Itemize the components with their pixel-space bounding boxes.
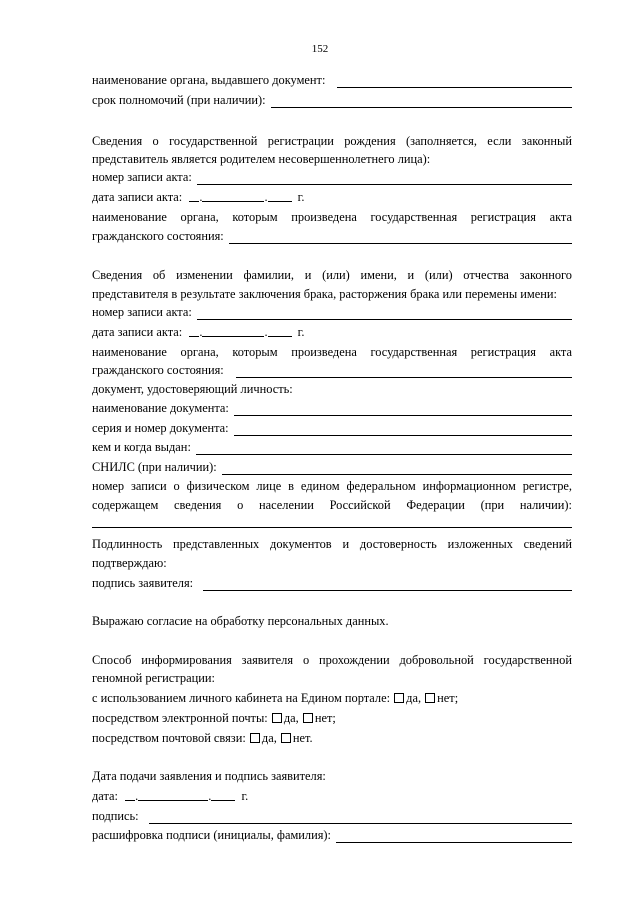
- birth-record-number-input-line[interactable]: [197, 173, 572, 185]
- consent-text: Выражаю согласие на обработку персональных данных.: [92, 614, 389, 628]
- registry-input-line[interactable]: [92, 527, 572, 528]
- birth-day-input-line[interactable]: [189, 190, 199, 202]
- inform-post-row: [92, 730, 572, 746]
- issuer-input-line[interactable]: [337, 76, 572, 88]
- document-issued-input-line[interactable]: [196, 443, 572, 455]
- birth-record-number-field: [92, 169, 572, 185]
- submit-year-suffix: г.: [241, 789, 249, 803]
- submit-year-input-line[interactable]: [211, 789, 235, 801]
- confirm-line1: Подлинность представленных документов и достоверность изложенных сведений: [92, 537, 572, 551]
- birth-month-input-line[interactable]: [202, 190, 264, 202]
- submit-decode-label: расшифровка подписи (инициалы, фамилия):: [92, 828, 332, 842]
- inform-post-label: посредством почтовой связи:: [92, 731, 246, 745]
- change-intro-line1: Сведения об изменении фамилии, и (или) имени, и (или) отчества законного: [92, 268, 572, 282]
- authority-term-label: срок полномочий (при наличии):: [92, 93, 266, 107]
- post-yes-label: да,: [261, 731, 277, 745]
- snils-field: [92, 459, 572, 475]
- document-name-field: [92, 400, 572, 416]
- document-issued-label: кем и когда выдан:: [92, 440, 191, 454]
- change-day-input-line[interactable]: [189, 325, 199, 337]
- registry-line1: номер записи о физическом лице в едином федеральном информационном регистре,: [92, 479, 572, 493]
- birth-year-input-line[interactable]: [268, 190, 292, 202]
- change-record-date-field: дата записи акта: . . г.: [92, 325, 305, 339]
- change-year-input-line[interactable]: [268, 325, 292, 337]
- birth-year-suffix: г.: [297, 190, 305, 204]
- portal-yes-checkbox[interactable]: [394, 693, 404, 703]
- inform-email-label: посредством электронной почты:: [92, 711, 268, 725]
- submit-signature-input-line[interactable]: [149, 812, 572, 824]
- inform-line1: Способ информирования заявителя о прохождении добровольной государственной: [92, 653, 572, 667]
- change-org-label: гражданского состояния:: [92, 363, 224, 377]
- document-series-field: [92, 420, 572, 436]
- inform-portal-label: с использованием личного кабинета на Едином портале:: [92, 691, 391, 705]
- confirm-line2: подтверждаю:: [92, 556, 167, 570]
- submit-decode-input-line[interactable]: [336, 831, 572, 843]
- issuer-field: [92, 72, 572, 88]
- change-year-suffix: г.: [297, 325, 305, 339]
- portal-no-label: нет;: [437, 691, 459, 705]
- authority-term-input-line[interactable]: [271, 96, 572, 108]
- submit-date-label: дата:: [92, 789, 118, 803]
- birth-org-line1: наименование органа, которым произведена государственная регистрация акта: [92, 210, 572, 224]
- portal-yes-label: да,: [406, 691, 422, 705]
- applicant-signature-label: подпись заявителя:: [92, 576, 194, 590]
- email-no-label: нет;: [314, 711, 336, 725]
- change-record-number-input-line[interactable]: [197, 308, 572, 320]
- submit-month-input-line[interactable]: [138, 789, 208, 801]
- email-no-checkbox[interactable]: [303, 713, 313, 723]
- birth-intro-line2: представитель является родителем несовершеннолетнего лица):: [92, 152, 431, 166]
- submit-heading: Дата подачи заявления и подпись заявителя:: [92, 769, 326, 783]
- issuer-label: наименование органа, выдавшего документ:: [92, 73, 326, 87]
- page-number: 152: [311, 43, 329, 55]
- applicant-signature-input-line[interactable]: [203, 579, 572, 591]
- change-record-number-label: номер записи акта:: [92, 305, 192, 319]
- submit-day-input-line[interactable]: [125, 789, 135, 801]
- post-yes-checkbox[interactable]: [250, 733, 260, 743]
- change-org-field: [92, 362, 572, 378]
- authority-term-field: [92, 92, 572, 108]
- submit-signature-field: [92, 808, 572, 824]
- change-intro-line2: представителя в результате заключения брака, расторжения брака или перемены имени:: [92, 287, 557, 301]
- applicant-signature-field: [92, 575, 572, 591]
- portal-no-checkbox[interactable]: [425, 693, 435, 703]
- document-name-label: наименование документа:: [92, 401, 229, 415]
- registry-line2: содержащем сведения о населении Российской Федерации (при наличии):: [92, 498, 572, 512]
- snils-label: СНИЛС (при наличии):: [92, 460, 217, 474]
- submit-decode-field: [92, 827, 572, 843]
- submit-date-field: дата: . . г.: [92, 789, 249, 803]
- change-org-line1: наименование органа, которым произведена государственная регистрация акта: [92, 345, 572, 359]
- post-no-checkbox[interactable]: [281, 733, 291, 743]
- change-record-number-field: [92, 304, 572, 320]
- inform-line2: геномной регистрации:: [92, 671, 215, 685]
- change-month-input-line[interactable]: [202, 325, 264, 337]
- change-record-date-label: дата записи акта:: [92, 325, 183, 339]
- submit-signature-label: подпись:: [92, 809, 139, 823]
- inform-portal-row: [92, 690, 572, 706]
- birth-org-input-line[interactable]: [229, 232, 572, 244]
- birth-record-date-label: дата записи акта:: [92, 190, 183, 204]
- snils-input-line[interactable]: [222, 463, 572, 475]
- birth-record-date-field: дата записи акта: . . г.: [92, 190, 305, 204]
- inform-email-row: [92, 710, 572, 726]
- birth-org-field: [92, 228, 572, 244]
- document-series-label: серия и номер документа:: [92, 421, 229, 435]
- document-heading: документ, удостоверяющий личность:: [92, 382, 293, 396]
- document-name-input-line[interactable]: [234, 404, 572, 416]
- birth-record-number-label: номер записи акта:: [92, 170, 192, 184]
- post-no-label: нет.: [292, 731, 313, 745]
- change-org-input-line[interactable]: [236, 366, 572, 378]
- email-yes-checkbox[interactable]: [272, 713, 282, 723]
- document-series-input-line[interactable]: [234, 424, 572, 436]
- email-yes-label: да,: [283, 711, 299, 725]
- birth-intro-line1: Сведения о государственной регистрации рождения (заполняется, если законный: [92, 134, 572, 148]
- document-issued-field: [92, 439, 572, 455]
- birth-org-label: гражданского состояния:: [92, 229, 224, 243]
